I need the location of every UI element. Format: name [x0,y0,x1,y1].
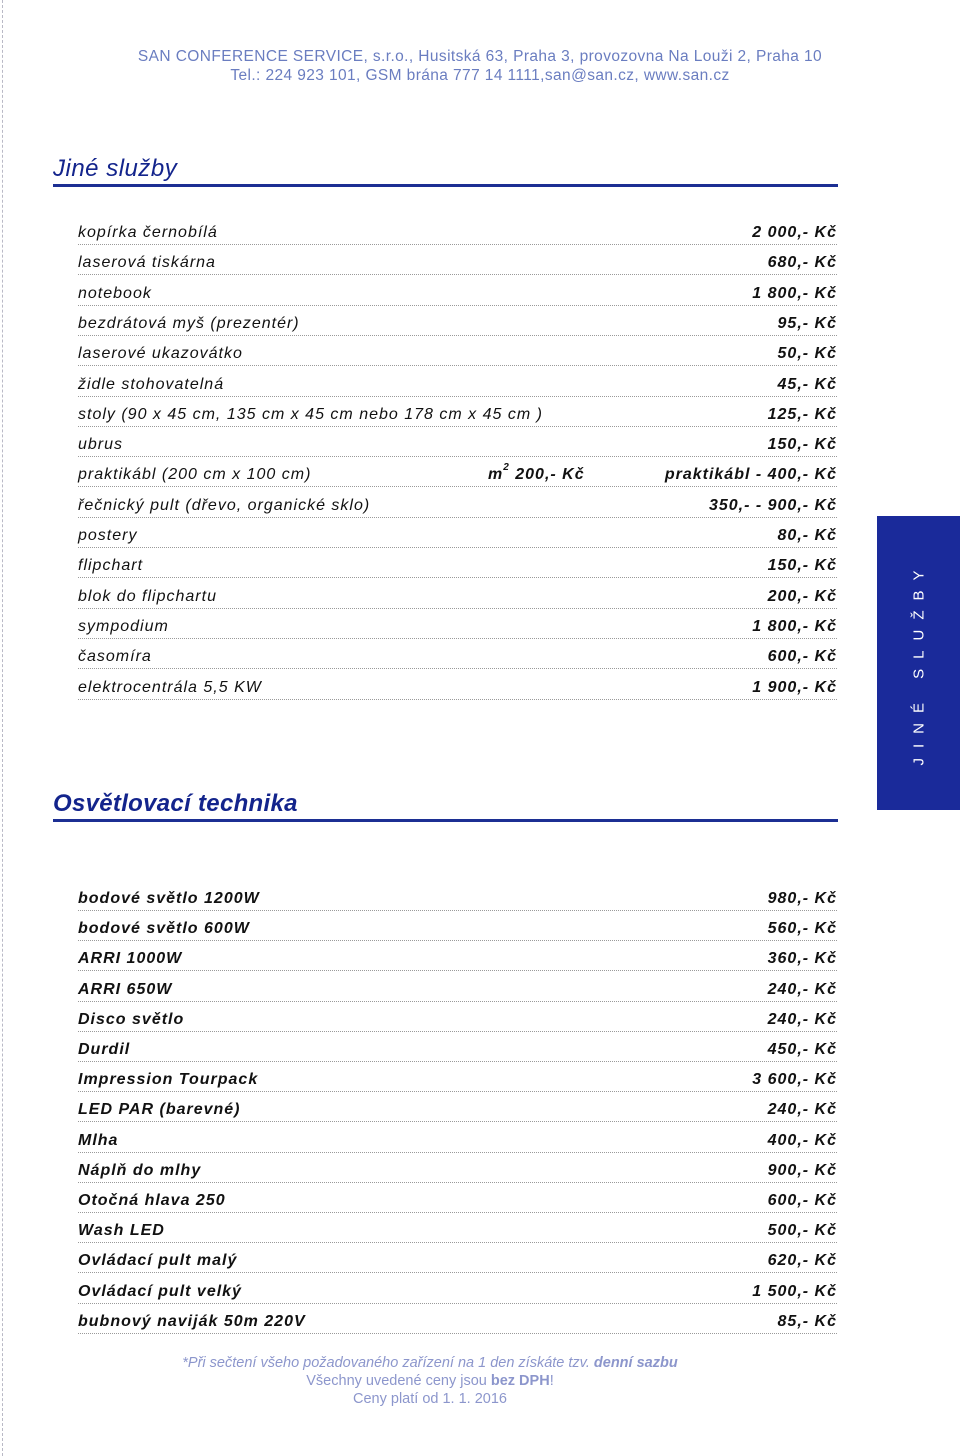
item-name: řečnický pult (dřevo, organické sklo) [78,496,371,514]
price-row [78,1220,837,1243]
item-name: Ovládací pult velký [78,1282,242,1300]
item-price: 600,- Kč [767,1192,837,1209]
item-price: 360,- Kč [767,950,837,968]
price-row [78,1160,837,1183]
page-margin-line [2,0,3,1456]
item-name: ARRI 650W [78,980,173,998]
item-name: elektrocentrála 5,5 KW [78,678,262,696]
item-name: židle stohovatelná [78,375,225,393]
item-name: Mlha [78,1131,119,1149]
footer-vat-note: Všechny uvedené ceny jsou bez DPH! [306,1373,554,1389]
price-row [78,1069,837,1092]
item-name: postery [78,527,138,544]
item-price: 350,- - 900,- Kč [708,496,837,514]
item-price: 620,- Kč [767,1252,837,1270]
item-name: sympodium [78,617,169,635]
price-row [78,343,837,366]
item-name: LED PAR (barevné) [78,1101,241,1119]
item-price: 3 600,- Kč [752,1071,837,1089]
item-name: bodové světlo 1200W [78,890,260,907]
item-name: ARRI 1000W [78,950,183,968]
section-title-other-services: Jiné služby [53,154,838,187]
price-row [78,313,837,336]
price-row [78,222,837,245]
price-row [78,464,837,487]
item-price: 240,- Kč [767,1101,837,1119]
item-price: 50,- Kč [777,345,837,363]
item-price: 600,- Kč [767,648,837,666]
price-row [78,374,837,397]
item-name: ubrus [78,436,124,454]
price-row [78,646,837,669]
item-unit-price: $m^2$ 200,- Kč [488,462,585,484]
price-row [78,495,837,518]
item-name: Durdil [78,1041,131,1058]
price-row [78,252,837,275]
price-row [78,979,837,1002]
item-name: kopírka černobílá [78,224,218,241]
price-row [78,586,837,609]
section-title-lighting: Osvětlovací technika [53,789,838,822]
item-name: Disco světlo [78,1010,185,1028]
price-row [78,1190,837,1213]
price-row [78,1009,837,1032]
item-price: 500,- Kč [767,1222,837,1240]
item-name: stoly (90 x 45 cm, 135 cm x 45 cm nebo 178 cm x 45 cm ) [78,405,543,423]
item-price: praktikábl - 400,- Kč [664,466,837,484]
price-row [78,918,837,941]
item-price: 150,- Kč [767,436,837,454]
item-name: Ovládací pult malý [78,1252,238,1270]
item-price: 2 000,- Kč [752,224,837,241]
item-price: 560,- Kč [767,920,837,938]
item-price: 1 500,- Kč [752,1282,837,1300]
item-name: Wash LED [78,1222,165,1240]
price-row [78,283,837,306]
item-price: 1 800,- Kč [752,617,837,635]
item-name: notebook [78,284,152,302]
price-row [78,555,837,578]
price-row [78,525,837,548]
price-row [78,616,837,639]
item-name: laserové ukazovátko [78,345,243,363]
price-row [78,1039,837,1062]
item-price: 450,- Kč [767,1041,837,1058]
item-price: 80,- Kč [777,527,837,544]
item-price: 200,- Kč [767,587,837,605]
item-name: Náplň do mlhy [78,1161,202,1179]
item-name: bezdrátová myš (prezentér) [78,314,300,332]
item-name: časomíra [78,648,152,666]
footer-note: *Při sečtení všeho požadovaného zařízení na 1 den získáte tzv. denní sazbu [182,1355,678,1371]
price-row [78,1130,837,1153]
price-row [78,1281,837,1304]
item-price: 980,- Kč [767,890,837,907]
item-name: laserová tiskárna [78,254,216,272]
item-price: 95,- Kč [777,314,837,332]
item-name: Otočná hlava 250 [78,1192,226,1209]
item-price: 1 800,- Kč [752,284,837,302]
footer-valid-from: Ceny platí od 1. 1. 2016 [353,1391,507,1407]
item-price: 1 900,- Kč [752,678,837,696]
price-row [78,404,837,427]
item-price: 85,- Kč [777,1312,837,1330]
item-price: 45,- Kč [777,375,837,393]
item-price: 240,- Kč [767,980,837,998]
side-tab-label: JINÉ SLUŽBY [910,560,927,766]
price-row [78,1311,837,1334]
item-price: 680,- Kč [767,254,837,272]
company-contacts: Tel.: 224 923 101, GSM brána 777 14 1111,san@san.cz, www.san.cz [230,67,730,84]
item-price: 125,- Kč [767,405,837,423]
item-name: bodové světlo 600W [78,920,250,938]
item-name: blok do flipchartu [78,587,217,605]
item-name: Impression Tourpack [78,1071,259,1089]
item-price: 150,- Kč [767,557,837,575]
price-row [78,1250,837,1273]
side-tab [877,516,960,810]
price-row [78,948,837,971]
item-name: praktikábl (200 cm x 100 cm) [78,466,312,484]
item-name: bubnový naviják 50m 220V [78,1312,306,1330]
item-name: flipchart [78,557,144,575]
item-price: 240,- Kč [767,1010,837,1028]
price-row [78,888,837,911]
price-row [78,677,837,700]
price-row [78,434,837,457]
item-price: 900,- Kč [767,1161,837,1179]
item-price: 400,- Kč [767,1131,837,1149]
price-row [78,1099,837,1122]
company-address: SAN CONFERENCE SERVICE, s.r.o., Husitská 63, Praha 3, provozovna Na Louži 2, Praha 10 [137,48,823,65]
